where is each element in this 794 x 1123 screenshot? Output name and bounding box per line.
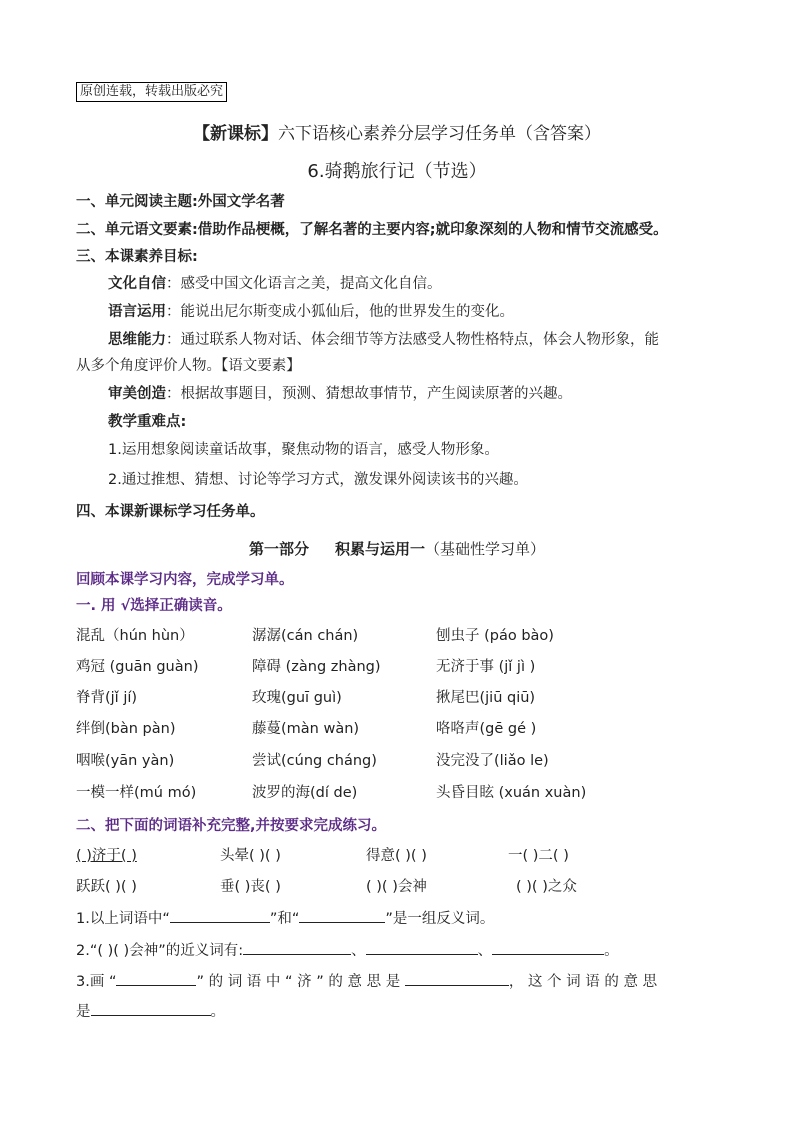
pinyin-item[interactable]: 咯咯声(gē gé ) xyxy=(436,721,537,737)
pinyin-item[interactable]: 一模一样(mú mó) xyxy=(76,785,197,801)
pinyin-item[interactable]: 玫瑰(guī guì) xyxy=(252,690,342,706)
exercise-text: ”是一组反义词。 xyxy=(385,911,495,927)
part-sub: 积累与运用一 xyxy=(334,540,425,558)
key-point-2: 2.通过推想、猜想、讨论等学习方式，激发课外阅读该书的兴趣。 xyxy=(108,472,528,488)
key-points-heading: 教学重难点: xyxy=(108,414,187,430)
goal-label: 思维能力 xyxy=(108,332,166,348)
exercise-text: 。 xyxy=(210,1004,225,1020)
pinyin-item[interactable]: 无济于事 (jǐ jì ) xyxy=(436,659,536,675)
fill-item[interactable]: 跃跃( )( ) xyxy=(76,879,137,895)
exercise-text: ”和“ xyxy=(269,911,300,927)
exercise-text: 3.画 “ xyxy=(76,974,117,990)
goal-text: ：根据故事题目，预测、猜想故事情节，产生阅读原著的兴趣。 xyxy=(166,386,572,402)
page-title xyxy=(0,122,794,146)
goal-text: ：感受中国文化语言之美，提高文化自信。 xyxy=(166,276,442,292)
lesson-subtitle: 6.骑鹅旅行记（节选） xyxy=(307,161,487,182)
goal-thinking-ability xyxy=(108,330,659,350)
exercise-1 xyxy=(76,908,494,929)
review-instruction: 回顾本课学习内容，完成学习单。 xyxy=(76,572,294,588)
exercise-text: ， 这 个 词 语 的 意 思 xyxy=(508,974,658,990)
goal-thinking-continued: 从多个角度评价人物。【语文要素】 xyxy=(76,358,301,374)
goal-text: ：能说出尼尔斯变成小狐仙后，他的世界发生的变化。 xyxy=(166,304,514,320)
part-one-heading xyxy=(0,538,794,560)
exercise-text: 是 xyxy=(76,1004,91,1020)
goal-label: 审美创造 xyxy=(108,386,166,402)
goal-aesthetic-creation xyxy=(108,384,572,404)
part-note: （基础性学习单） xyxy=(425,540,546,558)
goal-label: 语言运用 xyxy=(108,304,166,320)
fill-item[interactable]: 头晕( )( ) xyxy=(220,848,281,864)
fill-item[interactable]: 垂( )丧( ) xyxy=(220,879,281,895)
answer-blank[interactable] xyxy=(116,971,196,986)
fill-item[interactable]: 一( )二( ) xyxy=(508,848,569,864)
answer-blank[interactable] xyxy=(91,1001,211,1016)
lesson-goals-heading: 三、本课素养目标: xyxy=(76,249,198,265)
title-main: 六下语核心素养分层学习任务单（含答案） xyxy=(278,124,601,144)
fill-item[interactable]: ( )( )会神 xyxy=(366,879,427,895)
goal-cultural-confidence xyxy=(108,274,442,294)
copyright-stamp: 原创连载，转载出版必究 xyxy=(76,82,227,102)
exercise-text: 2.“( )( )会神”的近义词有: xyxy=(76,943,244,959)
goal-text: ：通过联系人物对话、体会细节等方法感受人物性格特点，体会人物形象，能 xyxy=(166,332,659,348)
exercise-2 xyxy=(76,940,619,961)
pinyin-item[interactable]: 波罗的海(dí de) xyxy=(252,785,358,801)
pinyin-item[interactable]: 鸡冠 (guān guàn) xyxy=(76,659,199,675)
fill-item[interactable]: 得意( )( ) xyxy=(366,848,427,864)
exercise-text: 。 xyxy=(604,943,619,959)
pinyin-item[interactable]: 障碍 (zàng zhàng) xyxy=(252,659,381,675)
goal-label: 文化自信 xyxy=(108,276,166,292)
key-point-1: 1.运用想象阅读童话故事，聚焦动物的语言，感受人物形象。 xyxy=(108,442,499,458)
question-2: 二、把下面的词语补充完整,并按要求完成练习。 xyxy=(76,818,387,834)
exercise-text: ” 的 词 语 中 “ 济 ” 的 意 思 是 xyxy=(196,974,401,990)
pinyin-item[interactable]: 绊倒(bàn pàn) xyxy=(76,721,176,737)
pinyin-item[interactable]: 脊背(jǐ jí) xyxy=(76,690,138,706)
pinyin-item[interactable]: 混乱（hún hùn） xyxy=(76,628,194,644)
goal-language-use xyxy=(108,302,514,322)
part-title: 第一部分 xyxy=(248,540,309,558)
exercise-3 xyxy=(76,971,657,992)
pinyin-item[interactable]: 咽喉(yān yàn) xyxy=(76,753,175,769)
pinyin-item[interactable]: 刨虫子 (páo bào) xyxy=(436,628,554,644)
pinyin-item[interactable]: 潺潺(cán chán) xyxy=(252,628,359,644)
fill-item[interactable]: ( )济于( ) xyxy=(76,848,137,864)
answer-blank[interactable] xyxy=(170,908,270,923)
pinyin-item[interactable]: 揪尾巴(jiū qiū) xyxy=(436,690,536,706)
pinyin-item[interactable]: 没完没了(liǎo le) xyxy=(436,753,549,769)
unit-reading-theme: 一、单元阅读主题:外国文学名著 xyxy=(76,194,285,210)
unit-language-element: 二、单元语文要素:借助作品梗概，了解名著的主要内容;就印象深刻的人物和情节交流感受。 xyxy=(76,222,668,238)
pinyin-item[interactable]: 头昏目眩 (xuán xuàn) xyxy=(436,785,587,801)
exercise-text: 、 xyxy=(351,943,366,959)
exercise-3-continued xyxy=(76,1001,225,1022)
answer-blank[interactable] xyxy=(366,940,478,955)
exercise-text: 、 xyxy=(477,943,493,959)
pinyin-item[interactable]: 尝试(cúng cháng) xyxy=(252,753,377,769)
pinyin-item[interactable]: 藤蔓(màn wàn) xyxy=(252,721,360,737)
answer-blank[interactable] xyxy=(299,908,385,923)
task-sheet-heading: 四、本课新课标学习任务单。 xyxy=(76,504,265,520)
fill-item[interactable]: ( )( )之众 xyxy=(516,879,577,895)
answer-blank[interactable] xyxy=(243,940,351,955)
answer-blank[interactable] xyxy=(492,940,604,955)
answer-blank[interactable] xyxy=(405,971,509,986)
question-1: 一. 用 √选择正确读音。 xyxy=(76,598,232,614)
title-bracket: 【新课标】 xyxy=(193,124,278,144)
exercise-text: 1.以上词语中“ xyxy=(76,911,170,927)
